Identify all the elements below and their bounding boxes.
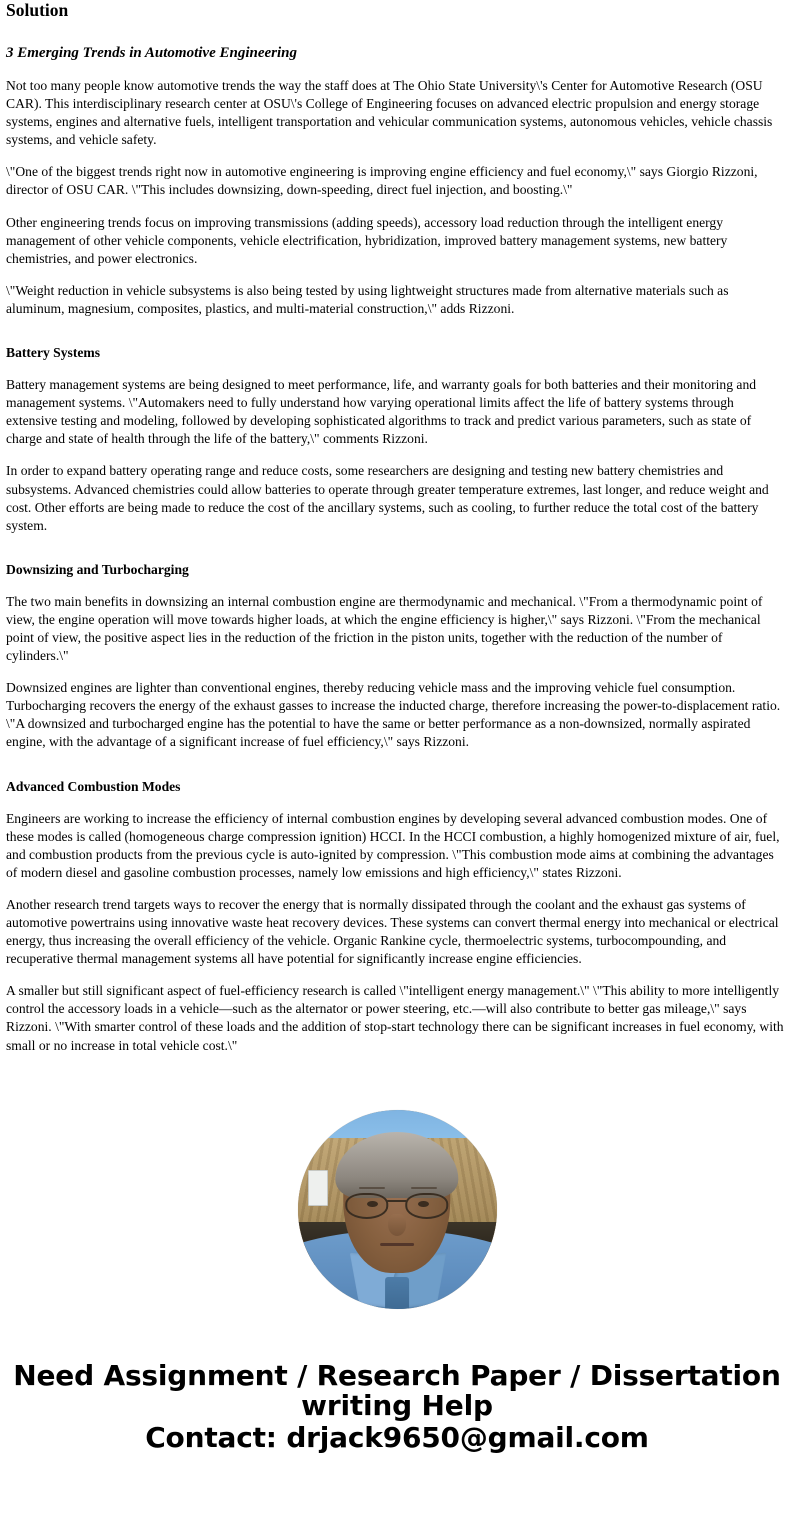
document-subtitle: 3 Emerging Trends in Automotive Engineering [6, 45, 298, 61]
avatar-container [6, 1095, 788, 1325]
page-title: Solution [6, 0, 69, 20]
section-downsizing-paragraph-2: Downsized engines are lighter than conventional engines, thereby reducing vehicle mass and the improving vehicle fuel consumption. Turbocharging recovers the energy of the exhaust gasses to increase the inducted charge, therefore increasing the power-to-displacement ratio. \"A downsized and turbocharged engine has the potential to have the same or better performance as a non-downsized, normally aspirated engine, with the advantage of a significant increase of fuel efficiency,\" says Rizzoni. [6, 680, 781, 750]
avatar-glasses-bridge [388, 1200, 407, 1202]
promo-headline-line-2: writing Help [301, 1388, 493, 1422]
avatar-lens-right [405, 1193, 448, 1219]
section-battery-systems-paragraph-1: Battery management systems are being designed to meet performance, life, and warranty goals for both batteries and their monitoring and management systems. \"Automakers need to fully understand how varying operational limits affect the life of battery systems through extensive testing and modeling, followed by developing sophisticated algorithms to track and predict various parameters, such as state of charge and state of health through the life of the battery,\" comments Rizzoni. [6, 377, 757, 447]
intro-paragraph-2: \"One of the biggest trends right now in automotive engineering is improving engine efficiency and fuel economy,\" says Giorgio Rizzoni, director of OSU CAR. \"This includes downsizing, down-speeding, direct fuel injection, and boosting.\" [6, 164, 758, 198]
avatar-eyebrow-right [411, 1187, 437, 1189]
promo-contact-email: Contact: drjack9650@gmail.com [145, 1420, 649, 1454]
avatar-lens-left [345, 1193, 388, 1219]
section-downsizing-paragraph-1: The two main benefits in downsizing an internal combustion engine are thermodynamic and mechanical. \"From a thermodynamic point of view, the engine operation will move towards higher loads, at which the engine efficiency is higher,\" says Rizzoni. \"From the mechanical point of view, the positive aspect lies in the reduction of the friction in the piston units, together with the reduction of the number of cylinders.\" [6, 593, 763, 664]
section-battery-systems-paragraph-2: In order to expand battery operating range and reduce costs, some researchers are designing and testing new battery chemistries and subsystems. Advanced chemistries could allow batteries to operate through greater temperature extremes, last longer, and reduce weight and cost. Other efforts are being made to reduce the cost of the ancillary systems, such as cooling, to further reduce the total cost of the battery system. [6, 463, 769, 533]
promo-headline-line-1: Need Assignment / Research Paper / Dissertation [13, 1358, 781, 1392]
section-combustion-paragraph-3: A smaller but still significant aspect of fuel-efficiency research is called \"intelligent energy management.\" \"This ability to more intelligently control the accessory loads in a vehicle—such as the alternator or power steering, etc.—will also contribute to better gas mileage,\" says Rizzoni. \"With smarter control of these loads and the addition of stop-start technology there can be significant increases in fuel economy, with small or no increase in total vehicle cost.\" [6, 983, 784, 1053]
intro-paragraph-4: \"Weight reduction in vehicle subsystems is also being tested by using lightweight structures made from alternative materials such as aluminum, magnesium, composites, plastics, and multi-material construction,\" adds Rizzoni. [6, 282, 729, 316]
section-heading-advanced-combustion-modes: Advanced Combustion Modes [6, 778, 181, 794]
section-heading-battery-systems: Battery Systems [6, 345, 101, 361]
section-heading-downsizing-and-turbocharging: Downsizing and Turbocharging [6, 561, 189, 577]
avatar-mouth [380, 1243, 414, 1246]
avatar-background-switch-plate [308, 1170, 328, 1206]
avatar-nose [388, 1214, 406, 1236]
intro-paragraph-3: Other engineering trends focus on improving transmissions (adding speeds), accessory load reduction through the intelligent energy management of other vehicle components, vehicle electrification, hybridization, improved battery management systems, new battery chemistries, and power electronics. [6, 214, 728, 266]
promo-footer [6, 1358, 788, 1454]
avatar-eyebrow-left [359, 1187, 385, 1189]
intro-paragraph-1: Not too many people know automotive trends the way the staff does at The Ohio State University\'s Center for Automotive Research (OSU CAR). This interdisciplinary research center at OSU\'s College of Engineering focuses on advanced electric propulsion and energy storage systems, engines and alternative fuels, intelligent transportation and vehicular communication systems, autonomous vehicles, vehicle chassis systems, and vehicle safety. [6, 78, 773, 148]
section-combustion-paragraph-1: Engineers are working to increase the efficiency of internal combustion engines by developing several advanced combustion modes. One of these modes is called (homogeneous charge compression ignition) HCCI. In the HCCI combustion, a highly homogenized mixture of air, fuel, and combustion products from the previous cycle is auto-ignited by compression. \"This combustion mode aims at combining the advantages of modern diesel and gasoline combustion processes, namely low emissions and high efficiency,\" states Rizzoni. [6, 810, 780, 880]
avatar-tie [385, 1277, 409, 1309]
avatar [298, 1110, 497, 1309]
section-combustion-paragraph-2: Another research trend targets ways to recover the energy that is normally dissipated through the coolant and the exhaust gas systems of automotive powertrains using innovative waste heat recovery devices. These systems can convert thermal energy into mechanical or electrical energy, thus increasing the overall efficiency of the vehicle. Organic Rankine cycle, thermoelectric systems, turbocompounding, and recuperative thermal management systems all have potential for significantly increase engine efficiencies. [6, 896, 779, 967]
